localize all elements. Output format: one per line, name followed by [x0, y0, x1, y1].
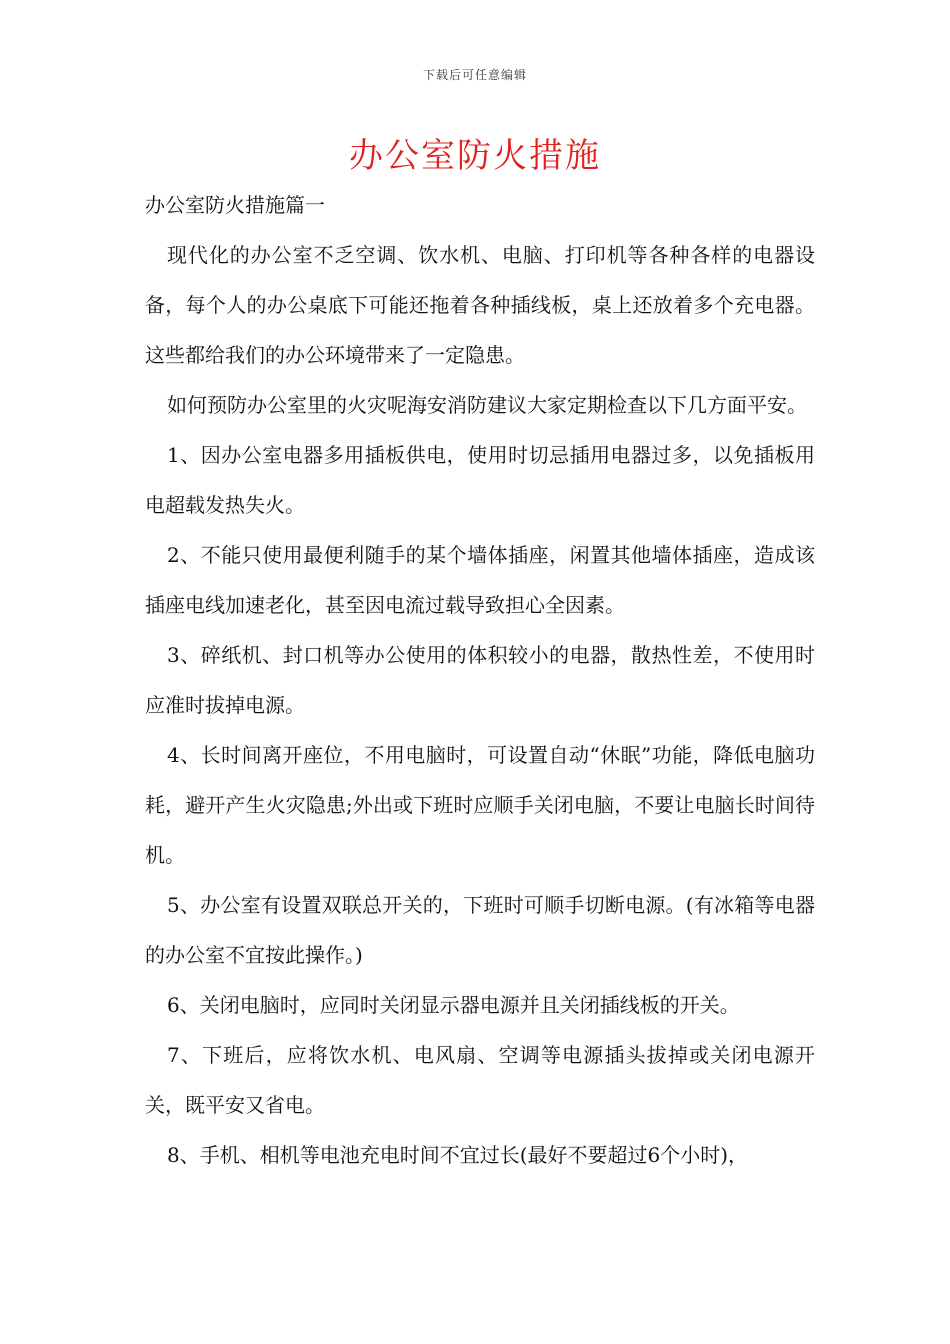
- section-subtitle: 办公室防火措施篇一: [145, 193, 325, 217]
- header-note: 下载后可任意编辑: [422, 68, 527, 82]
- document-body: [145, 180, 815, 1180]
- paragraph-item-4: 4、长时间离开座位，不用电脑时，可设置自动“休眠”功能，降低电脑功耗，避开产生火灾隐患;外出或下班时应顺手关闭电脑，不要让电脑长时间待机。: [145, 743, 815, 867]
- paragraph-item-6: 6、关闭电脑时，应同时关闭显示器电源并且关闭插线板的开关。: [167, 993, 740, 1017]
- paragraph-item-2: 2、不能只使用最便利随手的某个墙体插座，闲置其他墙体插座，造成该插座电线加速老化，甚至因电流过载导致担心全因素。: [145, 543, 815, 617]
- paragraph-item-1: 1、因办公室电器多用插板供电，使用时切忌插用电器过多，以免插板用电超载发热失火。: [145, 443, 815, 517]
- paragraph-item-7: 7、下班后，应将饮水机、电风扇、空调等电源插头拔掉或关闭电源开关，既平安又省电。: [145, 1043, 815, 1117]
- paragraph-question: 如何预防办公室里的火灾呢海安消防建议大家定期检查以下几方面平安。: [167, 393, 807, 417]
- paragraph-item-8: 8、手机、相机等电池充电时间不宜过长(最好不要超过6个小时)，: [167, 1143, 749, 1167]
- document-title: 办公室防火措施: [349, 136, 601, 176]
- paragraph-intro: 现代化的办公室不乏空调、饮水机、电脑、打印机等各种各样的电器设备，每个人的办公桌底下可能还拖着各种插线板，桌上还放着多个充电器。这些都给我们的办公环境带来了一定隐患。: [145, 243, 815, 367]
- paragraph-item-5: 5、办公室有设置双联总开关的，下班时可顺手切断电源。(有冰箱等电器的办公室不宜按此操作。): [145, 893, 815, 967]
- paragraph-item-3: 3、碎纸机、封口机等办公使用的体积较小的电器，散热性差，不使用时应准时拔掉电源。: [145, 643, 815, 717]
